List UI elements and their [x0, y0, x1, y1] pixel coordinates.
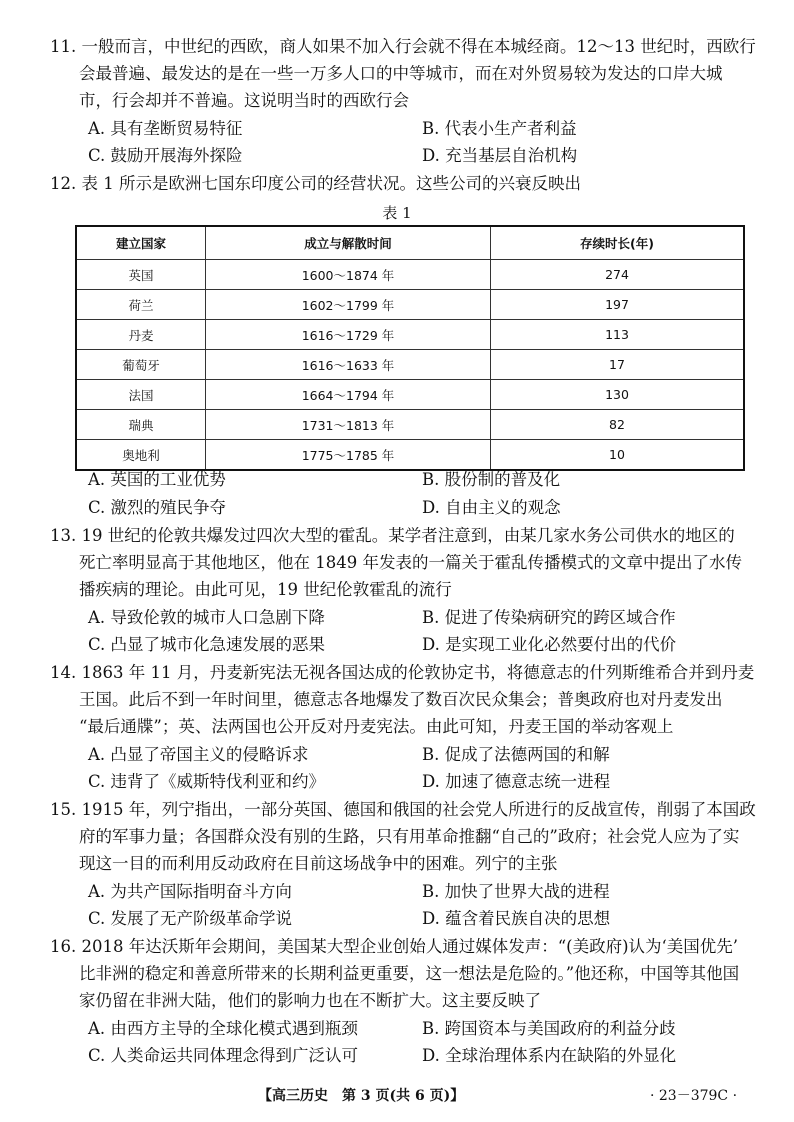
q16-line-1: 16. 2018 年达沃斯年会期间，美国某大型企业创始人通过媒体发声：“(美政府)认为‘美国优先’	[50, 937, 739, 956]
q13-line-2: 死亡率明显高于其他地区，他在 1849 年发表的一篇关于霍乱传播模式的文章中提出了水传	[79, 553, 742, 572]
table-row	[76, 350, 744, 380]
table-cell-duration: 274	[491, 260, 745, 290]
table-cell-period: 1616～1633 年	[206, 350, 491, 380]
table-cell-period: 1600～1874 年	[206, 260, 491, 290]
q13-option-b: B. 促进了传染病研究的跨区域合作	[422, 608, 676, 627]
q15-line-1: 15. 1915 年，列宁指出，一部分英国、德国和俄国的社会党人所进行的反战宣传，削弱了本国政	[50, 800, 756, 819]
q13-option-d: D. 是实现工业化必然要付出的代价	[422, 635, 677, 654]
q16-option-c: C. 人类命运共同体理念得到广泛认可	[88, 1046, 359, 1065]
q15-option-b: B. 加快了世界大战的进程	[422, 882, 610, 901]
page-footer: 【高三历史 第 3 页(共 6 页)】	[258, 1088, 465, 1104]
q12-option-c: C. 激烈的殖民争夺	[88, 498, 227, 517]
q12-line-1: 12. 表 1 所示是欧洲七国东印度公司的经营状况。这些公司的兴衰反映出	[50, 174, 581, 193]
q16-option-d: D. 全球治理体系内在缺陷的外显化	[422, 1046, 677, 1065]
q15-option-d: D. 蕴含着民族自决的思想	[422, 909, 611, 928]
table-cell-duration: 17	[491, 350, 745, 380]
q14-line-3: “最后通牒”；英、法两国也公开反对丹麦宪法。由此可知，丹麦王国的举动客观上	[79, 717, 674, 736]
q16-option-a: A. 由西方主导的全球化模式遇到瓶颈	[88, 1019, 358, 1038]
table-header-duration: 存续时长(年)	[491, 226, 745, 260]
q12-option-b: B. 股份制的普及化	[422, 470, 561, 489]
q12-option-d: D. 自由主义的观念	[422, 498, 561, 517]
table-row	[76, 320, 744, 350]
table-cell-duration: 197	[491, 290, 745, 320]
q11-line-1: 11. 一般而言，中世纪的西欧，商人如果不加入行会就不得在本城经商。12～13 世纪时，西欧行	[50, 37, 756, 56]
table-cell-country: 法国	[76, 380, 206, 410]
table-row	[76, 260, 744, 290]
q11-option-a: A. 具有垄断贸易特征	[88, 119, 243, 138]
table-cell-period: 1775～1785 年	[206, 440, 491, 471]
table-row	[76, 380, 744, 410]
q15-option-a: A. 为共产国际指明奋斗方向	[88, 882, 292, 901]
q14-line-1: 14. 1863 年 11 月，丹麦新宪法无视各国达成的伦敦协定书，将德意志的什列斯维希合并到丹麦	[50, 663, 755, 682]
table-cell-period: 1602～1799 年	[206, 290, 491, 320]
q11-option-c: C. 鼓励开展海外探险	[88, 146, 243, 165]
table-cell-country: 丹麦	[76, 320, 206, 350]
q15-option-c: C. 发展了无产阶级革命学说	[88, 909, 293, 928]
q14-line-2: 王国。此后不到一年时间里，德意志各地爆发了数百次民众集会；普奥政府也对丹麦发出	[79, 690, 723, 709]
table-cell-country: 葡萄牙	[76, 350, 206, 380]
q12-option-a: A. 英国的工业优势	[88, 470, 226, 489]
q16-option-b: B. 跨国资本与美国政府的利益分歧	[422, 1019, 676, 1038]
table-cell-country: 奥地利	[76, 440, 206, 471]
table-title: 表 1	[382, 204, 412, 222]
q11-option-d: D. 充当基层自治机构	[422, 146, 578, 165]
table-cell-duration: 10	[491, 440, 745, 471]
q11-line-3: 市，行会却并不普遍。这说明当时的西欧行会	[79, 91, 409, 110]
q13-line-3: 播疾病的理论。由此可见，19 世纪伦敦霍乱的流行	[79, 580, 452, 599]
exam-code: · 23－379C ·	[650, 1088, 738, 1104]
q14-option-d: D. 加速了德意志统一进程	[422, 772, 611, 791]
table-cell-duration: 82	[491, 410, 745, 440]
q13-line-1: 13. 19 世纪的伦敦共爆发过四次大型的霍乱。某学者注意到，由某几家水务公司供水的地区的	[50, 526, 735, 545]
q15-line-3: 现这一目的而利用反动政府在目前这场战争中的困难。列宁的主张	[79, 854, 558, 873]
table-row	[76, 440, 744, 471]
q14-option-a: A. 凸显了帝国主义的侵略诉求	[88, 745, 309, 764]
table-header-row	[76, 226, 744, 260]
q14-option-c: C. 违背了《威斯特伐利亚和约》	[88, 772, 326, 791]
table-row	[76, 410, 744, 440]
table-header-period: 成立与解散时间	[206, 226, 491, 260]
table-row	[76, 290, 744, 320]
table-cell-country: 荷兰	[76, 290, 206, 320]
q13-option-a: A. 导致伦敦的城市人口急剧下降	[88, 608, 325, 627]
table-cell-period: 1664～1794 年	[206, 380, 491, 410]
q11-option-b: B. 代表小生产者利益	[422, 119, 577, 138]
q16-line-2: 比非洲的稳定和善意所带来的长期利益更重要，这一想法是危险的。”他还称，中国等其他国	[79, 964, 740, 983]
table-cell-country: 英国	[76, 260, 206, 290]
table-cell-country: 瑞典	[76, 410, 206, 440]
table-cell-period: 1616～1729 年	[206, 320, 491, 350]
table-header-country: 建立国家	[76, 226, 206, 260]
table-cell-duration: 113	[491, 320, 745, 350]
q13-option-c: C. 凸显了城市化急速发展的恶果	[88, 635, 326, 654]
q16-line-3: 家仍留在非洲大陆，他们的影响力也在不断扩大。这主要反映了	[79, 991, 541, 1010]
company-table	[75, 225, 745, 471]
table-cell-period: 1731～1813 年	[206, 410, 491, 440]
q14-option-b: B. 促成了法德两国的和解	[422, 745, 610, 764]
q11-line-2: 会最普遍、最发达的是在一些一万多人口的中等城市，而在对外贸易较为发达的口岸大城	[79, 64, 723, 83]
q15-line-2: 府的军事力量；各国群众没有别的生路，只有用革命推翻“自己的”政府；社会党人应为了实	[79, 827, 740, 846]
table-cell-duration: 130	[491, 380, 745, 410]
